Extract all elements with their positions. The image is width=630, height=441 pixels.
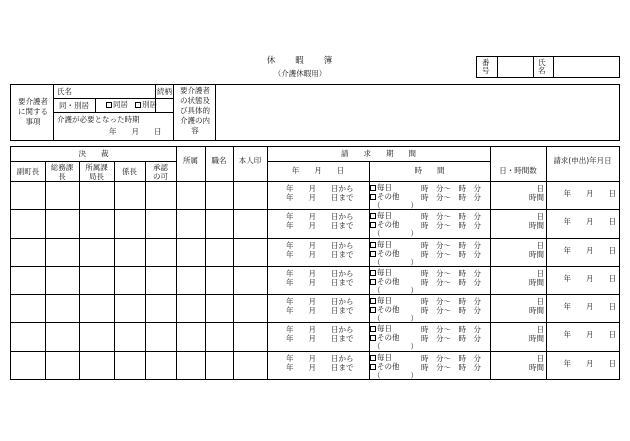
other-label: その他 — [377, 361, 400, 371]
approver-dept-director: 所属課 局長 — [85, 163, 108, 181]
condition-field[interactable] — [217, 87, 617, 138]
approver-approval: 承認 の可 — [153, 163, 168, 181]
daily-checkbox[interactable] — [370, 185, 376, 191]
other-detail: （ ） — [373, 257, 418, 267]
from-date: 年 月 日から — [286, 184, 354, 193]
hour-count: 時間 — [529, 334, 544, 344]
daily-label: 毎日 — [377, 183, 392, 192]
to-date: 年 月 日まで — [286, 249, 354, 259]
care-name-label: 氏名 — [57, 87, 72, 96]
relation-label: 続柄 — [157, 87, 172, 96]
to-date: 年 月 日まで — [286, 334, 354, 344]
daily-option[interactable] — [370, 354, 392, 362]
table-row — [11, 266, 619, 294]
daily-label: 毎日 — [377, 352, 392, 362]
time-range: 時 分～ 時 分 — [421, 240, 481, 250]
request-date: 年 月 日 — [563, 358, 616, 368]
day-count: 日 — [536, 184, 544, 193]
care-name-field[interactable] — [81, 86, 153, 97]
from-date: 年 月 日から — [286, 212, 354, 222]
daily-option[interactable] — [370, 325, 392, 333]
table-row — [11, 322, 619, 350]
daily-option[interactable] — [370, 212, 392, 220]
other-detail: （ ） — [373, 370, 418, 380]
time-range: 時 分～ 時 分 — [421, 297, 481, 307]
other-checkbox[interactable] — [370, 307, 376, 313]
hour-count: 時間 — [529, 249, 544, 259]
daily-option[interactable] — [370, 184, 392, 192]
cohabitation-label: 同・別居 — [59, 101, 89, 110]
cohabit-checkbox[interactable] — [106, 102, 112, 108]
daily-checkbox[interactable] — [370, 326, 376, 332]
daily-checkbox[interactable] — [370, 213, 376, 219]
other-detail: （ ） — [373, 285, 418, 295]
other-option[interactable] — [370, 306, 400, 314]
request-period-header: 請 求 期 間 — [341, 149, 416, 158]
hour-count: 時間 — [529, 277, 544, 287]
other-label: その他 — [377, 276, 400, 286]
other-checkbox[interactable] — [370, 251, 376, 257]
other-option[interactable] — [370, 193, 400, 201]
daily-checkbox[interactable] — [370, 242, 376, 248]
name-field[interactable] — [554, 58, 618, 76]
other-detail: （ ） — [373, 342, 418, 352]
time-range: 時 分～ 時 分 — [421, 325, 481, 335]
daily-checkbox[interactable] — [370, 298, 376, 304]
other-option[interactable] — [370, 250, 400, 258]
leave-request-table — [10, 146, 620, 380]
department-header: 所属 — [183, 156, 198, 165]
table-row — [11, 238, 619, 266]
position-header: 職名 — [211, 156, 227, 165]
care-recipient-section — [10, 84, 620, 141]
other-detail: （ ） — [373, 314, 418, 324]
name-label: 氏 名 — [538, 58, 546, 75]
other-option[interactable] — [370, 278, 400, 286]
to-date: 年 月 日まで — [286, 362, 354, 372]
need-time-label: 介護が必要となった時期 — [57, 115, 140, 124]
request-date: 年 月 日 — [563, 302, 616, 312]
other-label: その他 — [377, 333, 400, 343]
table-row — [11, 181, 619, 209]
from-date: 年 月 日から — [286, 268, 354, 278]
days-hours-header: 日・時間数 — [499, 166, 537, 175]
care-section-label: 要介護者 に関する 事項 — [18, 97, 48, 126]
time-range: 時 分～ 時 分 — [421, 277, 481, 287]
other-option[interactable] — [370, 334, 400, 342]
time-header: 時 間 — [414, 166, 445, 175]
other-detail: （ ） — [373, 229, 418, 239]
day-count: 日 — [536, 297, 544, 307]
hour-count: 時間 — [529, 221, 544, 231]
table-row — [11, 351, 619, 379]
request-date: 年 月 日 — [563, 217, 616, 227]
page-subtitle: （介護休暇用） — [273, 69, 327, 78]
page-title — [230, 54, 370, 66]
other-label: その他 — [377, 305, 400, 315]
time-range: 時 分～ 時 分 — [421, 362, 481, 372]
time-range: 時 分～ 時 分 — [421, 353, 481, 363]
other-checkbox[interactable] — [370, 222, 376, 228]
approver-general-affairs-chief: 総務課 長 — [50, 163, 74, 181]
hour-count: 時間 — [529, 306, 544, 316]
other-checkbox[interactable] — [370, 335, 376, 341]
daily-checkbox[interactable] — [370, 270, 376, 276]
other-option[interactable] — [370, 363, 400, 371]
time-range: 時 分～ 時 分 — [421, 212, 481, 222]
other-checkbox[interactable] — [370, 279, 376, 285]
time-range: 時 分～ 時 分 — [421, 268, 481, 278]
time-range: 時 分～ 時 分 — [421, 221, 481, 231]
day-count: 日 — [536, 240, 544, 250]
number-name-box — [476, 56, 620, 78]
request-date: 年 月 日 — [563, 330, 616, 340]
request-date: 年 月 日 — [563, 245, 616, 255]
daily-label: 毎日 — [377, 296, 392, 306]
other-checkbox[interactable] — [370, 364, 376, 370]
other-label: その他 — [377, 248, 400, 258]
request-date-header: 請求(申出)年月日 — [553, 156, 612, 165]
other-option[interactable] — [370, 221, 400, 229]
daily-label: 毎日 — [377, 324, 392, 334]
separate-checkbox[interactable] — [135, 102, 141, 108]
number-field[interactable] — [498, 58, 532, 76]
to-date: 年 月 日まで — [286, 277, 354, 287]
other-label: その他 — [377, 192, 400, 201]
hour-count: 時間 — [529, 362, 544, 372]
decision-header: 決 裁 — [78, 149, 109, 158]
daily-option[interactable] — [370, 241, 392, 249]
other-label: その他 — [377, 220, 400, 230]
condition-label: 要介護者 の状態及 び具体的 介護の内 容 — [180, 86, 210, 135]
daily-option[interactable] — [370, 269, 392, 277]
hour-count: 時間 — [529, 193, 544, 202]
approver-section-chief: 係長 — [122, 167, 137, 176]
from-date: 年 月 日から — [286, 325, 354, 335]
need-time-date: 年 月 日 — [109, 127, 162, 136]
cohabit-option[interactable]: 同居 — [106, 101, 128, 109]
other-detail: （ ） — [373, 201, 418, 210]
to-date: 年 月 日まで — [286, 193, 354, 202]
daily-label: 毎日 — [377, 267, 392, 277]
from-date: 年 月 日から — [286, 297, 354, 307]
day-count: 日 — [536, 212, 544, 222]
from-date: 年 月 日から — [286, 353, 354, 363]
approver-vice-mayor: 副町長 — [16, 167, 40, 176]
time-range: 時 分～ 時 分 — [421, 334, 481, 344]
other-checkbox[interactable] — [370, 194, 376, 200]
date-header: 年 月 日 — [291, 166, 345, 175]
time-range: 時 分～ 時 分 — [421, 249, 481, 259]
request-date: 年 月 日 — [563, 189, 616, 198]
number-label: 番 号 — [482, 58, 490, 75]
title-text: 休 暇 簿 — [266, 56, 334, 66]
daily-option[interactable] — [370, 297, 392, 305]
to-date: 年 月 日まで — [286, 306, 354, 316]
daily-label: 毎日 — [377, 239, 392, 249]
time-range: 時 分～ 時 分 — [421, 193, 481, 202]
daily-checkbox[interactable] — [370, 355, 376, 361]
daily-label: 毎日 — [377, 211, 392, 221]
separate-option[interactable]: 別居 — [135, 101, 157, 109]
day-count: 日 — [536, 353, 544, 363]
time-range: 時 分～ 時 分 — [421, 184, 481, 193]
table-row — [11, 294, 619, 322]
to-date: 年 月 日まで — [286, 221, 354, 231]
day-count: 日 — [536, 325, 544, 335]
from-date: 年 月 日から — [286, 240, 354, 250]
request-date: 年 月 日 — [563, 273, 616, 283]
table-row — [11, 209, 619, 237]
day-count: 日 — [536, 268, 544, 278]
seal-header: 本人印 — [238, 156, 262, 165]
time-range: 時 分～ 時 分 — [421, 306, 481, 316]
